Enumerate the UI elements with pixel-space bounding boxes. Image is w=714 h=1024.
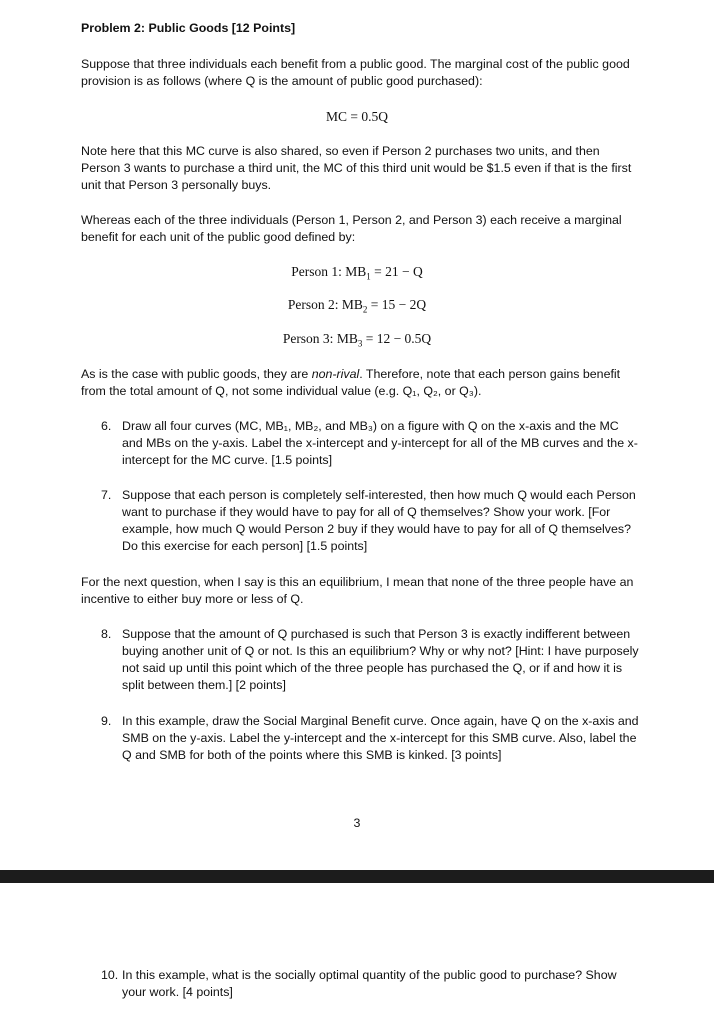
question-number: 9. [101, 714, 112, 728]
equilibrium-note: For the next question, when I say is this an equilibrium, I mean that none of the three people have an incentive to either buy more or less of Q. [81, 575, 634, 606]
question-number: 6. [101, 419, 112, 433]
question-text: Suppose that the amount of Q purchased is such that Person 3 is exactly indifferent between buying another unit of Q or not. Is this an equilibrium? Why or why not? [Hint: I have purposely not said up until this point which of the three people has purchased the Q, or if and how it is split between them.] [2 points] [122, 627, 639, 692]
page-break-bar [0, 870, 714, 883]
mb-intro-paragraph: Whereas each of the three individuals (Person 1, Person 2, and Person 3) each receive a marginal benefit for each unit of the public good defined by: [81, 213, 622, 244]
mb2-equation: Person 2: $MB_2 = 15 - 2Q$ [287, 297, 427, 315]
question-text: Draw all four curves (MC, MB₁, MB₂, and MB₃) on a figure with Q on the x-axis and the MC and MBs on the y-axis. Label the x-intercept and y-intercept for all of the MB curves and the x-intercept for the MC curve. [1.5 points] [122, 419, 638, 467]
problem-title: Problem 2: Public Goods [12 Points] [81, 21, 296, 35]
intro-paragraph: Suppose that three individuals each benefit from a public good. The marginal cost of the public good provision is as follows (where Q is the amount of public good purchased): [81, 57, 630, 88]
question-text: Suppose that each person is completely self-interested, then how much Q would each Person want to purchase if they would have to pay for all of Q themselves? Show your work. [For example, how much Q would Person 2 buy if they would have to pay for all of Q themselves? Do this exercise for each person] [1.5 points] [122, 488, 636, 553]
question-9 [101, 713, 641, 764]
mb1-equation: Person 1: $MB_1 = 21 - Q$ [291, 264, 423, 282]
question-7 [101, 487, 641, 555]
mc-equation: MC = 0.5Q [326, 109, 388, 124]
question-text: In this example, draw the Social Marginal Benefit curve. Once again, have Q on the x-axis and SMB on the y-axis. Label the y-intercept and the x-intercept for this SMB curve. Also, label the Q and SMB for both of the points where this SMB is kinked. [3 points] [122, 714, 639, 762]
question-number: 8. [101, 627, 112, 641]
non-rival-paragraph: As is the case with public goods, they are non-rival. Therefore, note that each person gains benefit from the total amount of Q, not some individual value (e.g. Q₁, Q₂, or Q₃). [81, 367, 621, 398]
mb3-equation: Person 3: $MB_3 = 12 - 0.5Q$ [282, 331, 432, 349]
question-8 [101, 626, 641, 694]
question-10 [101, 967, 641, 1001]
mc-note-paragraph: Note here that this MC curve is also shared, so even if Person 2 purchases two units, and then Person 3 wants to purchase a third unit, the MC of this third unit would be $1.5 even if that is the first unit that Person 3 personally buys. [81, 144, 632, 192]
page-number: 3 [353, 816, 361, 830]
question-6 [101, 418, 641, 469]
question-number: 10. [101, 968, 119, 982]
question-number: 7. [101, 488, 112, 502]
question-text: In this example, what is the socially optimal quantity of the public good to purchase? Show your work. [4 points] [122, 968, 617, 999]
